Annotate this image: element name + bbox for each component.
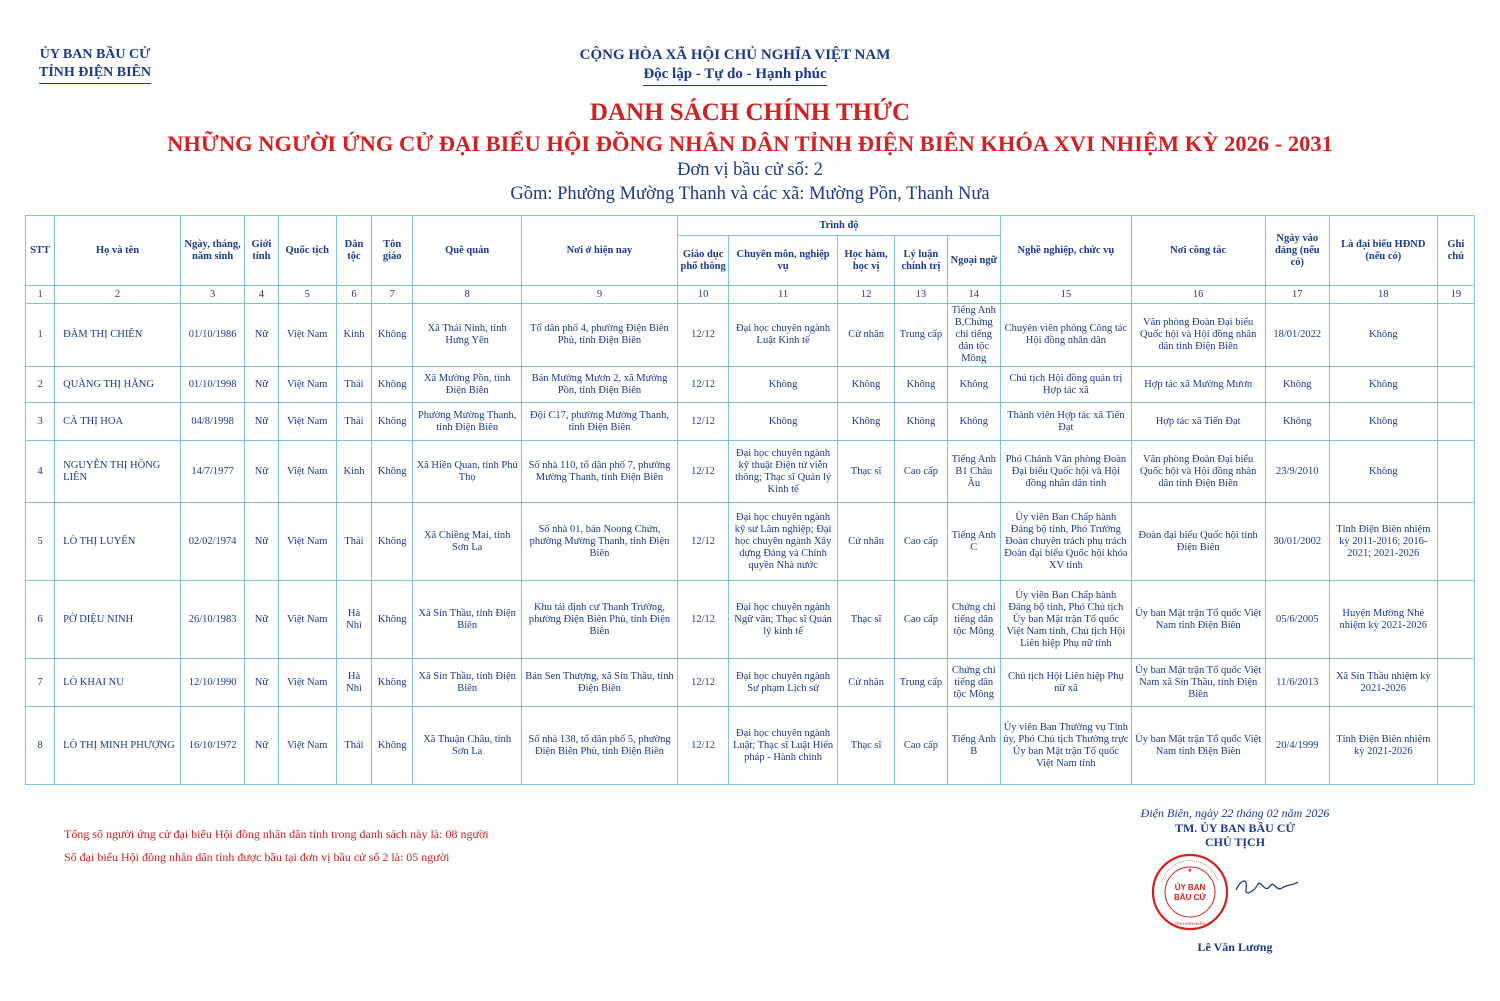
table-cell: Hà Nhì xyxy=(336,659,371,707)
table-cell: Thái xyxy=(336,403,371,441)
header-politics: Lý luận chính trị xyxy=(895,236,947,286)
issuing-authority-line1: ỦY BAN BẦU CỬ xyxy=(39,47,151,62)
election-unit: Đơn vị bầu cử số: 2 xyxy=(677,160,823,180)
table-cell: 4 xyxy=(26,441,55,503)
column-number: 12 xyxy=(837,286,894,304)
table-cell: QUÀNG THỊ HẰNG xyxy=(55,367,181,403)
table-cell: Việt Nam xyxy=(278,367,336,403)
table-cell: 12/12 xyxy=(677,403,728,441)
table-cell xyxy=(1437,403,1474,441)
svg-text:ỦY BAN: ỦY BAN xyxy=(1174,883,1206,892)
table-cell: Cử nhân xyxy=(837,503,894,581)
table-cell: Không xyxy=(372,367,413,403)
table-cell: Kinh xyxy=(336,441,371,503)
column-number: 19 xyxy=(1437,286,1474,304)
table-cell: 01/10/1998 xyxy=(180,367,244,403)
table-cell: Tổ dân phố 4, phường Điện Biên Phủ, tỉnh Điện Biên xyxy=(522,304,678,367)
table-cell: Ủy viên Ban Chấp hành Đảng bộ tỉnh, Phó Chủ tịch Ủy ban Mặt trận Tổ quốc Việt Nam tỉnh, Chủ tịch Hội Liên hiệp Phụ nữ tỉnh xyxy=(1000,581,1131,659)
table-cell xyxy=(1437,304,1474,367)
header-occupation: Nghề nghiệp, chức vụ xyxy=(1000,216,1131,286)
column-number: 11 xyxy=(729,286,838,304)
table-cell: Tiếng Anh B xyxy=(947,707,1000,785)
table-cell: Xã Thuận Châu, tỉnh Sơn La xyxy=(413,707,522,785)
table-cell: Tỉnh Điện Biên nhiệm kỳ 2021-2026 xyxy=(1329,707,1437,785)
table-cell: Không xyxy=(947,403,1000,441)
issuing-authority xyxy=(20,46,170,84)
table-cell: LÒ THỊ LUYẾN xyxy=(55,503,181,581)
table-cell: Đội C17, phường Mường Thanh, tỉnh Điện Biên xyxy=(522,403,678,441)
table-cell: Xã Mường Pồn, tỉnh Điện Biên xyxy=(413,367,522,403)
svg-text:★: ★ xyxy=(1187,868,1193,874)
table-cell: Ủy ban Mặt trận Tổ quốc Việt Nam xã Sín Thầu, tỉnh Điện Biên xyxy=(1131,659,1265,707)
table-cell: 12/12 xyxy=(677,367,728,403)
column-number: 15 xyxy=(1000,286,1131,304)
table-cell: Việt Nam xyxy=(278,441,336,503)
header-hometown: Quê quán xyxy=(413,216,522,286)
table-cell: Xã Thái Ninh, tỉnh Hưng Yên xyxy=(413,304,522,367)
table-cell: Chủ tịch Hội đồng quản trị Hợp tác xã xyxy=(1000,367,1131,403)
table-cell: Cao cấp xyxy=(895,441,947,503)
signing-authority: TM. ỦY BAN BẦU CỬ xyxy=(1174,821,1296,835)
table-cell: Nữ xyxy=(245,503,278,581)
table-cell xyxy=(1437,581,1474,659)
table-cell: Không xyxy=(895,403,947,441)
table-row xyxy=(26,367,1475,403)
table-cell: Trung cấp xyxy=(895,304,947,367)
header-religion: Tôn giáo xyxy=(372,216,413,286)
table-cell: 12/12 xyxy=(677,707,728,785)
table-cell: 2 xyxy=(26,367,55,403)
table-cell: Văn phòng Đoàn Đại biểu Quốc hội và Hội đồng nhân dân tỉnh Điện Biên xyxy=(1131,441,1265,503)
election-unit-scope: Gồm: Phường Mường Thanh và các xã: Mường Pồn, Thanh Nưa xyxy=(510,184,990,204)
table-cell: NGUYỄN THỊ HỒNG LIÊN xyxy=(55,441,181,503)
table-cell: Không xyxy=(1329,403,1437,441)
table-cell xyxy=(1437,503,1474,581)
table-cell: Tiếng Anh C xyxy=(947,503,1000,581)
table-cell: Hợp tác xã Tiến Đạt xyxy=(1131,403,1265,441)
table-cell: Tiếng Anh B,Chứng chỉ tiếng dân tộc Mông xyxy=(947,304,1000,367)
table-cell: Ủy ban Mặt trận Tổ quốc Việt Nam tỉnh Điện Biên xyxy=(1131,707,1265,785)
table-cell: Thái xyxy=(336,503,371,581)
table-cell: Chứng chỉ tiếng dân tộc Mông xyxy=(947,659,1000,707)
table-cell: 14/7/1977 xyxy=(180,441,244,503)
table-cell: Việt Nam xyxy=(278,581,336,659)
table-cell: 12/12 xyxy=(677,304,728,367)
issuing-authority-line2: TỈNH ĐIỆN BIÊN xyxy=(39,64,151,84)
total-candidates-note: Tổng số người ứng cử đại biểu Hội đồng nhân dân tỉnh trong danh sách này là: 08 người xyxy=(64,827,489,841)
table-cell: Chủ tịch Hội Liên hiệp Phụ nữ xã xyxy=(1000,659,1131,707)
header-note: Ghi chú xyxy=(1437,216,1474,286)
table-cell: Cử nhân xyxy=(837,304,894,367)
table-cell: 20/4/1999 xyxy=(1265,707,1329,785)
table-cell: Khu tái định cư Thanh Trường, phường Điện Biên Phủ, tỉnh Điện Biên xyxy=(522,581,678,659)
header-specialty: Chuyên môn, nghiệp vụ xyxy=(729,236,838,286)
table-cell: ĐÀM THỊ CHIÊN xyxy=(55,304,181,367)
table-cell: Xã Chiềng Mai, tỉnh Sơn La xyxy=(413,503,522,581)
table-cell: 16/10/1972 xyxy=(180,707,244,785)
table-cell: Trung cấp xyxy=(895,659,947,707)
table-row xyxy=(26,581,1475,659)
signer-name: Lê Văn Lương xyxy=(1197,940,1273,954)
table-cell: Nữ xyxy=(245,441,278,503)
column-number: 13 xyxy=(895,286,947,304)
table-cell: 18/01/2022 xyxy=(1265,304,1329,367)
table-cell: Bản Sen Thượng, xã Sín Thầu, tỉnh Điện Biên xyxy=(522,659,678,707)
table-cell xyxy=(1437,707,1474,785)
official-seal-icon xyxy=(1150,852,1230,932)
table-cell: CÀ THỊ HOA xyxy=(55,403,181,441)
table-cell: Nữ xyxy=(245,707,278,785)
candidate-table xyxy=(25,215,1475,785)
header-ethnicity: Dân tộc xyxy=(336,216,371,286)
table-cell: Nữ xyxy=(245,581,278,659)
table-cell: 6 xyxy=(26,581,55,659)
table-cell: Đại học chuyên ngành Ngữ văn; Thạc sĩ Quản lý kinh tế xyxy=(729,581,838,659)
table-cell: Không xyxy=(372,403,413,441)
table-cell: 11/6/2013 xyxy=(1265,659,1329,707)
column-number: 4 xyxy=(245,286,278,304)
table-cell: Số nhà 138, tổ dân phố 5, phường Điện Biên Phủ, tỉnh Điện Biên xyxy=(522,707,678,785)
table-cell: 12/12 xyxy=(677,659,728,707)
table-cell: 3 xyxy=(26,403,55,441)
table-cell: Việt Nam xyxy=(278,503,336,581)
table-row xyxy=(26,707,1475,785)
table-cell: Cử nhân xyxy=(837,659,894,707)
table-cell: Không xyxy=(729,367,838,403)
table-cell: Đại học chuyên ngành kỹ sư Lâm nghiệp; Đại học chuyên ngành Xây dựng Đảng và Chính quyền Nhà nước xyxy=(729,503,838,581)
header-language: Ngoại ngữ xyxy=(947,236,1000,286)
table-cell: 12/10/1990 xyxy=(180,659,244,707)
table-row xyxy=(26,304,1475,367)
table-cell: Đại học chuyên ngành Luật; Thạc sĩ Luật Hiến pháp - Hành chính xyxy=(729,707,838,785)
table-cell: Đại học chuyên ngành Luật Kinh tế xyxy=(729,304,838,367)
table-cell xyxy=(1437,659,1474,707)
svg-text:TỈNH ĐIỆN BIÊN: TỈNH ĐIỆN BIÊN xyxy=(1174,921,1206,926)
elected-seats-note: Số đại biểu Hội đồng nhân dân tỉnh được bầu tại đơn vị bầu cử số 2 là: 05 người xyxy=(64,850,450,864)
table-cell: Nữ xyxy=(245,659,278,707)
header-general-edu: Giáo dục phổ thông xyxy=(677,236,728,286)
table-cell: Đại học chuyên ngành kỹ thuật Điện tử viễn thông; Thạc sĩ Quản lý Kinh tế xyxy=(729,441,838,503)
table-cell: Cao cấp xyxy=(895,581,947,659)
header-residence: Nơi ở hiện nay xyxy=(522,216,678,286)
table-row xyxy=(26,441,1475,503)
table-cell: Không xyxy=(1329,367,1437,403)
table-cell: Không xyxy=(372,707,413,785)
table-cell: Kinh xyxy=(336,304,371,367)
table-cell: 01/10/1986 xyxy=(180,304,244,367)
column-number: 14 xyxy=(947,286,1000,304)
table-row xyxy=(26,659,1475,707)
table-cell: 5 xyxy=(26,503,55,581)
table-cell: Số nhà 110, tổ dân phố 7, phường Mường Thanh, tỉnh Điện Biên xyxy=(522,441,678,503)
column-number: 5 xyxy=(278,286,336,304)
svg-text:BẦU CỬ: BẦU CỬ xyxy=(1174,893,1206,902)
table-cell: Huyện Mường Nhé nhiệm kỳ 2021-2026 xyxy=(1329,581,1437,659)
table-cell: 23/9/2010 xyxy=(1265,441,1329,503)
table-cell: 1 xyxy=(26,304,55,367)
table-cell xyxy=(1437,367,1474,403)
table-cell: Hợp tác xã Mường Mươn xyxy=(1131,367,1265,403)
table-cell: Ủy viên Ban Thường vụ Tỉnh ủy, Phó Chủ tịch Thường trực Ủy ban Mặt trận Tổ quốc Việt Nam tỉnh xyxy=(1000,707,1131,785)
column-number: 8 xyxy=(413,286,522,304)
header-degree: Học hàm, học vị xyxy=(837,236,894,286)
place-date: Điện Biên, ngày 22 tháng 02 năm 2026 xyxy=(1140,806,1330,820)
table-cell: Thái xyxy=(336,367,371,403)
table-cell: Cao cấp xyxy=(895,707,947,785)
table-cell: Phó Chánh Văn phòng Đoàn Đại biểu Quốc hội và Hội đồng nhân dân tỉnh xyxy=(1000,441,1131,503)
table-cell: LÒ KHAI NU xyxy=(55,659,181,707)
signature-icon xyxy=(1232,872,1302,900)
header-stt: STT xyxy=(26,216,55,286)
table-cell: 04/8/1998 xyxy=(180,403,244,441)
table-cell: Việt Nam xyxy=(278,403,336,441)
table-cell: Nữ xyxy=(245,367,278,403)
table-cell: Tỉnh Điện Biên nhiệm kỳ 2011-2016; 2016-2021; 2021-2026 xyxy=(1329,503,1437,581)
table-cell: 12/12 xyxy=(677,581,728,659)
table-cell: Đại học chuyên ngành Sư phạm Lịch sử xyxy=(729,659,838,707)
column-number-row xyxy=(26,286,1475,304)
table-cell: 12/12 xyxy=(677,503,728,581)
table-cell: Xã Sín Thầu, tỉnh Điện Biên xyxy=(413,659,522,707)
table-cell: Phường Mường Thanh, tỉnh Điện Biên xyxy=(413,403,522,441)
column-number: 3 xyxy=(180,286,244,304)
table-cell: Bản Mường Mươn 2, xã Mường Pồn, tỉnh Điện Biên xyxy=(522,367,678,403)
national-motto xyxy=(530,46,940,86)
table-cell: Thạc sĩ xyxy=(837,707,894,785)
column-number: 9 xyxy=(522,286,678,304)
table-cell: Không xyxy=(1329,441,1437,503)
table-cell: Thạc sĩ xyxy=(837,581,894,659)
table-cell: Không xyxy=(372,503,413,581)
table-cell: 02/02/1974 xyxy=(180,503,244,581)
table-cell: 8 xyxy=(26,707,55,785)
table-cell xyxy=(1437,441,1474,503)
table-cell: Không xyxy=(1265,367,1329,403)
table-cell: Không xyxy=(372,441,413,503)
table-row xyxy=(26,403,1475,441)
column-number: 2 xyxy=(55,286,181,304)
table-cell: 7 xyxy=(26,659,55,707)
table-cell: Không xyxy=(947,367,1000,403)
table-cell: Không xyxy=(372,581,413,659)
nation-name: CỘNG HÒA XÃ HỘI CHỦ NGHĨA VIỆT NAM xyxy=(579,47,891,63)
table-cell: Xã Sín Thầu, tỉnh Điện Biên xyxy=(413,581,522,659)
table-cell: Số nhà 01, bản Noong Chứn, phường Mường Thanh, tỉnh Điện Biên xyxy=(522,503,678,581)
table-cell: Không xyxy=(1329,304,1437,367)
table-cell: 26/10/1983 xyxy=(180,581,244,659)
table-cell: Xã Hiền Quan, tỉnh Phú Thọ xyxy=(413,441,522,503)
column-number: 10 xyxy=(677,286,728,304)
table-cell: 30/01/2002 xyxy=(1265,503,1329,581)
column-number: 1 xyxy=(26,286,55,304)
candidate-rows xyxy=(26,304,1475,785)
table-cell: Không xyxy=(1265,403,1329,441)
table-cell: Hà Nhì xyxy=(336,581,371,659)
header-party-date: Ngày vào đảng (nếu có) xyxy=(1265,216,1329,286)
table-cell: Không xyxy=(372,304,413,367)
table-cell: 05/6/2005 xyxy=(1265,581,1329,659)
table-cell: Nữ xyxy=(245,403,278,441)
column-number: 17 xyxy=(1265,286,1329,304)
table-cell: Thạc sĩ xyxy=(837,441,894,503)
table-cell: Đoàn đại biểu Quốc hội tỉnh Điện Biên xyxy=(1131,503,1265,581)
table-cell: LÒ THỊ MINH PHƯỢNG xyxy=(55,707,181,785)
header-gender: Giới tính xyxy=(245,216,278,286)
table-cell: Văn phòng Đoàn Đại biểu Quốc hội và Hội đồng nhân dân tỉnh Điện Biên xyxy=(1131,304,1265,367)
table-cell: PỜ DIỆU NINH xyxy=(55,581,181,659)
table-cell: Việt Nam xyxy=(278,659,336,707)
table-cell: Cao cấp xyxy=(895,503,947,581)
table-cell: Tiếng Anh B1 Châu Âu xyxy=(947,441,1000,503)
document-subtitle: NHỮNG NGƯỜI ỨNG CỬ ĐẠI BIỂU HỘI ĐỒNG NHÂN DÂN TỈNH ĐIỆN BIÊN KHÓA XVI NHIỆM KỲ 2026 - 2031 xyxy=(167,131,1333,156)
column-number: 6 xyxy=(336,286,371,304)
table-row xyxy=(26,503,1475,581)
table-cell: Không xyxy=(895,367,947,403)
table-cell: Thái xyxy=(336,707,371,785)
column-number: 16 xyxy=(1131,286,1265,304)
header-education-group: Trình độ xyxy=(677,216,1000,236)
header-nationality: Quốc tịch xyxy=(278,216,336,286)
column-number: 7 xyxy=(372,286,413,304)
document-title: DANH SÁCH CHÍNH THỨC xyxy=(589,99,911,126)
table-cell: 12/12 xyxy=(677,441,728,503)
table-cell: Thành viên Hợp tác xã Tiến Đạt xyxy=(1000,403,1131,441)
signer-title: CHỦ TỊCH xyxy=(1204,835,1266,849)
header-delegate: Là đại biểu HĐND (nếu có) xyxy=(1329,216,1437,286)
table-cell: Chuyên viên phòng Công tác Hội đồng nhân dân xyxy=(1000,304,1131,367)
table-cell: Việt Nam xyxy=(278,304,336,367)
table-cell: Việt Nam xyxy=(278,707,336,785)
header-dob: Ngày, tháng, năm sinh xyxy=(180,216,244,286)
table-cell: Ủy viên Ban Chấp hành Đảng bộ tỉnh, Phó Trưởng Đoàn chuyên trách phụ trách Đoàn đại biểu Quốc hội khóa XV tỉnh xyxy=(1000,503,1131,581)
table-cell: Không xyxy=(372,659,413,707)
column-number: 18 xyxy=(1329,286,1437,304)
table-cell: Không xyxy=(837,403,894,441)
table-cell: Xã Sín Thầu nhiệm kỳ 2021-2026 xyxy=(1329,659,1437,707)
table-cell: Không xyxy=(837,367,894,403)
header-workplace: Nơi công tác xyxy=(1131,216,1265,286)
table-cell: Nữ xyxy=(245,304,278,367)
table-cell: Không xyxy=(729,403,838,441)
motto: Độc lập - Tự do - Hạnh phúc xyxy=(643,65,826,86)
table-cell: Ủy ban Mặt trận Tổ quốc Việt Nam tỉnh Điện Biên xyxy=(1131,581,1265,659)
table-cell: Chứng chỉ tiếng dân tộc Mông xyxy=(947,581,1000,659)
header-name: Họ và tên xyxy=(55,216,181,286)
